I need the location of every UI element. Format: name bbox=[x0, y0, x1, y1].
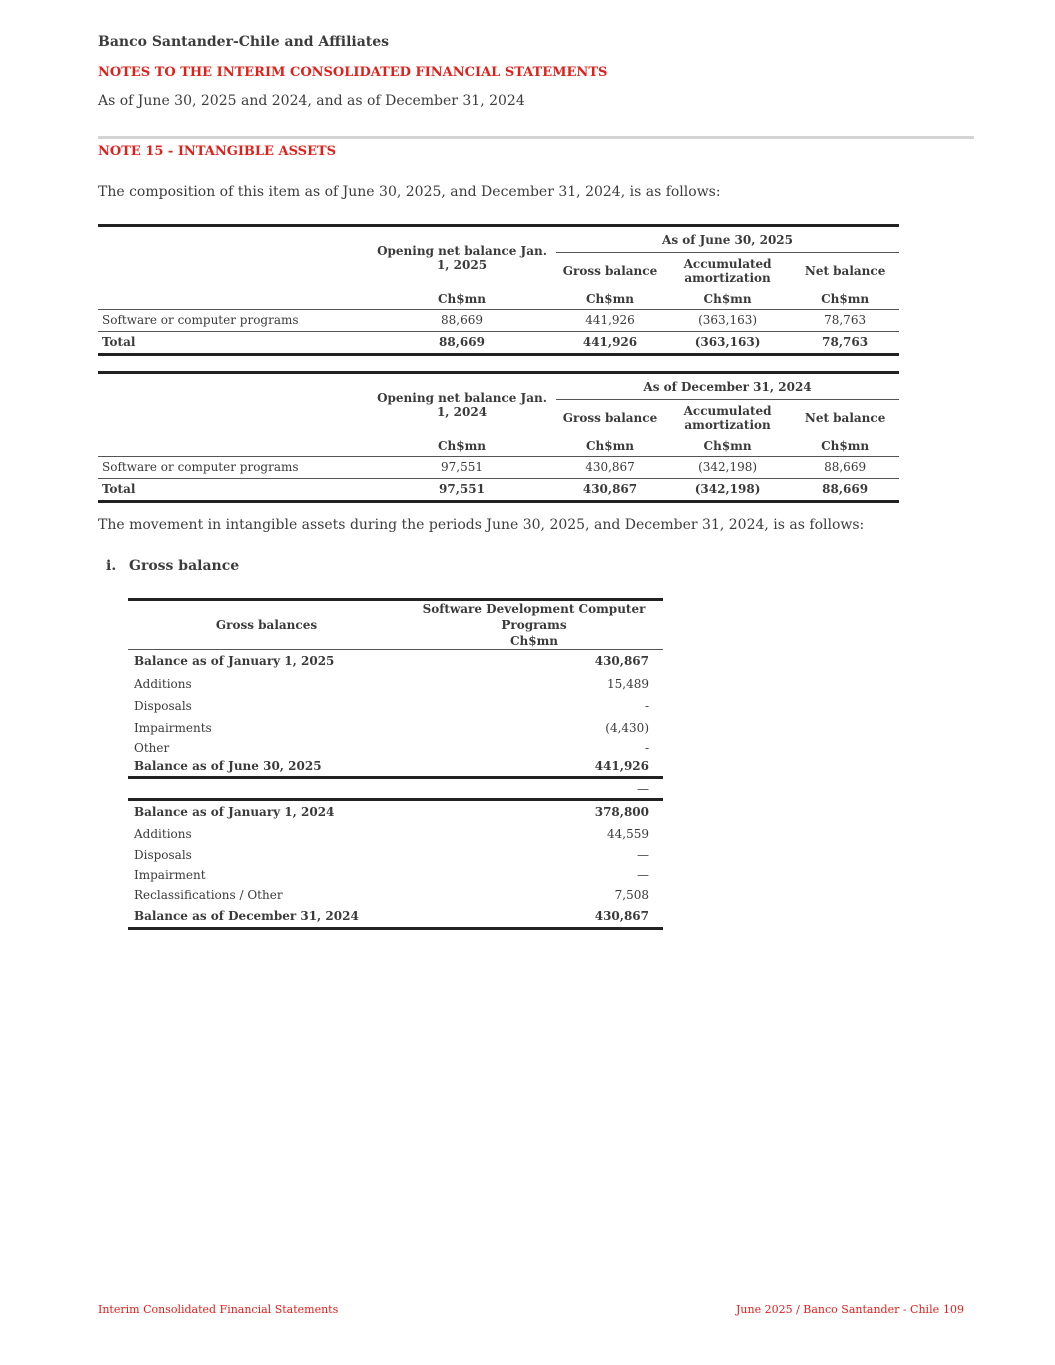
row-label: Balance as of June 30, 2025 bbox=[128, 757, 405, 778]
cell-gross: 441,926 bbox=[556, 331, 664, 354]
intro-text: The composition of this item as of June 30, 2025, and December 31, 2024, is as follows: bbox=[98, 184, 721, 200]
row-label: Software or computer programs bbox=[98, 456, 368, 478]
unit-blank bbox=[98, 289, 368, 310]
row-label: Balance as of December 31, 2024 bbox=[128, 905, 405, 929]
row-value: 15,489 bbox=[607, 676, 649, 691]
table-row bbox=[98, 456, 899, 478]
table-row bbox=[98, 309, 899, 331]
cell-accumulated: (342,198) bbox=[664, 478, 791, 501]
col-gross-balances: Gross balances bbox=[128, 600, 405, 650]
col-net: Net balance bbox=[804, 410, 886, 425]
col-net: Net balance bbox=[804, 263, 886, 278]
cell-gross: 430,867 bbox=[556, 478, 664, 501]
row-label: Balance as of January 1, 2025 bbox=[134, 654, 335, 669]
row-value: 7,508 bbox=[614, 887, 649, 902]
table-row bbox=[128, 885, 663, 905]
cell-opening: 97,551 bbox=[368, 456, 556, 478]
col-opening: Opening net balance Jan. 1, 2025 bbox=[377, 243, 547, 272]
table-row bbox=[128, 650, 663, 673]
unit-label: Ch$mn bbox=[664, 436, 791, 457]
col-gross: Gross balance bbox=[562, 410, 658, 425]
unit-blank bbox=[98, 436, 368, 457]
col-value-unit: Ch$mn bbox=[509, 634, 559, 648]
unit-label: Ch$mn bbox=[556, 436, 664, 457]
row-value: — bbox=[405, 778, 663, 800]
row-label: Software or computer programs bbox=[98, 309, 368, 331]
cell-accumulated: (363,163) bbox=[664, 331, 791, 354]
row-value: (4,430) bbox=[605, 720, 649, 735]
header-blank bbox=[98, 226, 368, 289]
cell-opening: 88,669 bbox=[368, 309, 556, 331]
row-value: - bbox=[644, 698, 649, 713]
unit-label: Ch$mn bbox=[791, 436, 899, 457]
row-value: 430,867 bbox=[594, 654, 649, 669]
notes-title: NOTES TO THE INTERIM CONSOLIDATED FINANCIAL STATEMENTS bbox=[98, 65, 608, 80]
cell-net: 78,763 bbox=[791, 331, 899, 354]
row-value: - bbox=[644, 740, 649, 755]
subsection-title: Gross balance bbox=[129, 558, 240, 574]
cell-accumulated: (342,198) bbox=[664, 456, 791, 478]
table-row bbox=[128, 778, 663, 800]
header-divider bbox=[98, 136, 974, 139]
table-row bbox=[128, 695, 663, 717]
footer-right-text: June 2025 / Banco Santander - Chile bbox=[736, 1303, 940, 1316]
unit-label: Ch$mn bbox=[368, 436, 556, 457]
gross-balance-table bbox=[128, 598, 663, 930]
table-row bbox=[128, 739, 663, 757]
col-accumulated: Accumulated amortization bbox=[683, 403, 772, 432]
col-software-programs bbox=[405, 600, 663, 650]
row-value: 44,559 bbox=[607, 826, 649, 841]
cell-accumulated: (363,163) bbox=[664, 309, 791, 331]
total-row bbox=[98, 478, 899, 501]
table-row bbox=[128, 866, 663, 885]
row-label bbox=[128, 778, 405, 800]
subsection-number: i. bbox=[106, 558, 117, 574]
cell-net: 78,763 bbox=[791, 309, 899, 331]
col-value-line1: Software Development Computer bbox=[422, 602, 646, 616]
page-number: 109 bbox=[943, 1303, 964, 1316]
col-gross: Gross balance bbox=[562, 263, 658, 278]
col-accumulated: Accumulated amortization bbox=[683, 256, 772, 285]
row-label: Impairment bbox=[134, 868, 206, 882]
row-value: 441,926 bbox=[405, 757, 663, 778]
col-opening: Opening net balance Jan. 1, 2024 bbox=[377, 390, 547, 419]
cell-gross: 441,926 bbox=[556, 309, 664, 331]
row-value: — bbox=[637, 848, 649, 862]
composition-table-2025 bbox=[98, 224, 899, 356]
table-row bbox=[128, 800, 663, 823]
composition-table-2024 bbox=[98, 371, 899, 503]
row-label: Reclassifications / Other bbox=[134, 887, 283, 902]
cell-net: 88,669 bbox=[791, 478, 899, 501]
row-label: Total bbox=[98, 331, 368, 354]
row-value: 430,867 bbox=[405, 905, 663, 929]
row-label: Disposals bbox=[134, 698, 192, 713]
note-title: NOTE 15 - INTANGIBLE ASSETS bbox=[98, 144, 337, 159]
footer-left-text: Interim Consolidated Financial Statements bbox=[98, 1303, 339, 1316]
row-value: 378,800 bbox=[594, 804, 649, 819]
group-header: As of December 31, 2024 bbox=[556, 373, 899, 400]
row-label: Other bbox=[134, 740, 170, 755]
unit-label: Ch$mn bbox=[368, 289, 556, 310]
table-row bbox=[128, 905, 663, 929]
company-name: Banco Santander-Chile and Affiliates bbox=[98, 34, 390, 50]
row-label: Disposals bbox=[134, 848, 192, 862]
unit-label: Ch$mn bbox=[556, 289, 664, 310]
table-row bbox=[128, 717, 663, 739]
table-row bbox=[128, 823, 663, 845]
cell-opening: 88,669 bbox=[368, 331, 556, 354]
movement-text: The movement in intangible assets during the periods June 30, 2025, and December 31, 2024, is as follows: bbox=[98, 517, 865, 533]
unit-label: Ch$mn bbox=[664, 289, 791, 310]
cell-gross: 430,867 bbox=[556, 456, 664, 478]
group-header: As of June 30, 2025 bbox=[556, 226, 899, 253]
row-label: Impairments bbox=[134, 720, 212, 735]
table-row bbox=[128, 845, 663, 866]
row-label: Balance as of January 1, 2024 bbox=[134, 804, 335, 819]
row-label: Additions bbox=[134, 676, 192, 691]
row-value: — bbox=[637, 868, 649, 882]
unit-label: Ch$mn bbox=[791, 289, 899, 310]
row-label: Total bbox=[98, 478, 368, 501]
table-row bbox=[128, 757, 663, 778]
total-row bbox=[98, 331, 899, 354]
cell-opening: 97,551 bbox=[368, 478, 556, 501]
col-value-line2: Programs bbox=[501, 618, 567, 632]
header-blank bbox=[98, 373, 368, 436]
cell-net: 88,669 bbox=[791, 456, 899, 478]
row-label: Additions bbox=[134, 826, 192, 841]
table-row bbox=[128, 673, 663, 695]
date-line: As of June 30, 2025 and 2024, and as of December 31, 2024 bbox=[98, 93, 525, 109]
